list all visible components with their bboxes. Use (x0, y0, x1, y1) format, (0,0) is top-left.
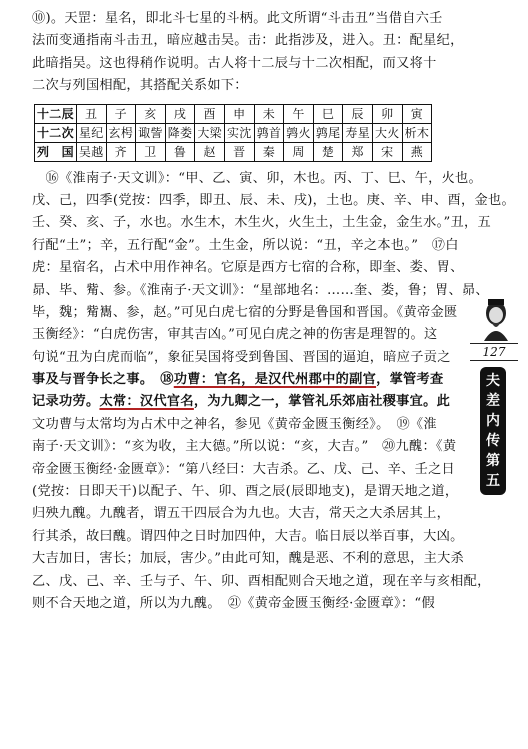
text-line: 二次与列国相配，其搭配关系如下： (32, 78, 248, 94)
underlined-phrase: 太常：汉代官名 (99, 394, 194, 410)
table-cell: 鹑火 (284, 123, 314, 142)
text-line: 乙、戊、己、辛、壬与子、午、卯、酉相配则合天地之道，现在辛与亥相配， (32, 573, 491, 589)
table-cell: 申 (224, 104, 254, 123)
table-cell: 戌 (165, 104, 195, 123)
text-line: 行其杀，故曰醜。谓四仲之日时加四仲，大吉。临日辰以举百事，大凶。 (32, 528, 464, 544)
text-line: ⑯《淮南子·天文训》：“甲、乙、寅、卯，木也。丙、丁、巳、午，火也。 (32, 170, 483, 186)
table-cell: 星纪 (76, 123, 106, 142)
text-line: 行配“土”；辛，五行配“金”。土生金，所以说：“丑，辛之本也。” ⑰白 (32, 237, 459, 253)
text-line: 壬、癸、亥、子，水也。水生木，木生火，火生土，土生金，金生水。”丑，五 (32, 215, 492, 231)
table-cell: 寿星 (343, 123, 373, 142)
text-line: 毕，魏；觜巂、参，赵。”可见白虎七宿的分野是鲁国和晋国。《黄帝金匮 (32, 304, 458, 320)
table-cell: 巳 (313, 104, 343, 123)
text-line: 法而变通指南斗击丑，暗应越击吴。击：此指涉及，进入。丑：配星纪， (32, 33, 464, 49)
table-cell: 玄枵 (106, 123, 136, 142)
table-cell: 大火 (373, 123, 403, 142)
text-line: 句说“丑为白虎而临”，象征吴国将受到鲁国、晋国的逼迫，暗应子贡之 (32, 349, 451, 365)
text-line: 帝金匮玉衡经·金匮章》：“第八经曰：大吉杀。乙、戊、己、辛、壬之日 (32, 461, 456, 477)
section-title: 夫差内传第五 (480, 367, 506, 495)
table-cell: 析木 (402, 123, 432, 142)
correspondence-table (34, 104, 432, 162)
table-cell: 卫 (136, 142, 166, 161)
intro-paragraph (32, 8, 464, 98)
table-cell: 诹訾 (136, 123, 166, 142)
table-row (35, 123, 432, 142)
table-cell: 鹑首 (254, 123, 284, 142)
text-line: 玉衡经》：“白虎伤害，审其吉凶。”可见白虎之神的伤害是理智的。这 (32, 327, 438, 343)
text-line: 南子·天文训》：“亥为收，主大德。”所以说：“亥，大吉。” ⑳九醜：《黄 (32, 439, 457, 455)
text-line: 此暗指吴。这也得稍作说明。古人将十二辰与十二次相配，而又将十 (32, 55, 437, 71)
table-cell: 午 (284, 104, 314, 123)
row-header: 列 国 (35, 142, 77, 161)
table-cell: 降娄 (165, 123, 195, 142)
table-cell: 宋 (373, 142, 403, 161)
text-line: (党按：日即天干)以配子、午、卯、酉之辰(辰即地支)，是谓天地之道， (32, 484, 459, 500)
table-cell: 实沈 (224, 123, 254, 142)
table-cell: 楚 (313, 142, 343, 161)
table-cell: 未 (254, 104, 284, 123)
table-cell: 辰 (343, 104, 373, 123)
table-cell: 子 (106, 104, 136, 123)
table-cell: 鹑尾 (313, 123, 343, 142)
table-cell: 郑 (343, 142, 373, 161)
underlined-phrase: 功曹：官名，是汉代州郡中的副官 (173, 372, 377, 388)
table-cell: 大梁 (195, 123, 225, 142)
table-cell: 周 (284, 142, 314, 161)
table-cell: 晋 (224, 142, 254, 161)
table-cell: 秦 (254, 142, 284, 161)
text-line: 记录功劳。太常：汉代官名，为九卿之一，掌管礼乐郊庙社稷事宜。此 (32, 394, 451, 410)
table-row (35, 142, 432, 161)
text-line: 归殃九醜。九醜者，谓五干四辰合为九也。大吉，常天之大杀居其上， (32, 506, 451, 522)
page-number: 127 (470, 343, 518, 361)
table-cell: 鲁 (165, 142, 195, 161)
row-header: 十二次 (35, 123, 77, 142)
text-line: 文功曹与太常均为占术中之神名，参见《黄帝金匮玉衡经》。 ⑲《淮 (32, 416, 437, 432)
table-cell: 吴越 (76, 142, 106, 161)
text-line: 戊、己，四季(党按：四季，即丑、辰、未、戌)，土也。庚、辛、申、酉，金也。 (32, 192, 515, 208)
side-margin (470, 295, 520, 595)
table-cell: 寅 (402, 104, 432, 123)
text-line: 虎：星宿名，占术中用作神名。它原是西方七宿的合称，即奎、娄、胃、 (32, 260, 464, 276)
table-row (35, 104, 432, 123)
portrait-icon (476, 295, 516, 341)
text-line: 昴、毕、觜、参。《淮南子·天文训》：“星部地名：……奎、娄，鲁；胃、昴、 (32, 282, 489, 298)
text-line: 大吉加日，害长；加辰，害少。”由此可知，醜是恶、不利的意思，主大杀 (32, 551, 465, 567)
table-cell: 赵 (195, 142, 225, 161)
table-cell: 卯 (373, 104, 403, 123)
text-line: 事及与晋争长之事。 ⑱功曹：官名，是汉代州郡中的副官，掌管考查 (32, 372, 444, 388)
table-cell: 亥 (136, 104, 166, 123)
text-line: ⑩)。天罡：星名，即北斗七星的斗柄。此文所谓“斗击丑”当借自六壬 (32, 11, 443, 26)
text-line: 则不合天地之道，所以为九醜。 ㉑《黄帝金匮玉衡经·金匮章》：“假 (32, 595, 435, 611)
table-cell: 丑 (76, 104, 106, 123)
table-cell: 燕 (402, 142, 432, 161)
table-cell: 酉 (195, 104, 225, 123)
row-header: 十二辰 (35, 104, 77, 123)
table-cell: 齐 (106, 142, 136, 161)
